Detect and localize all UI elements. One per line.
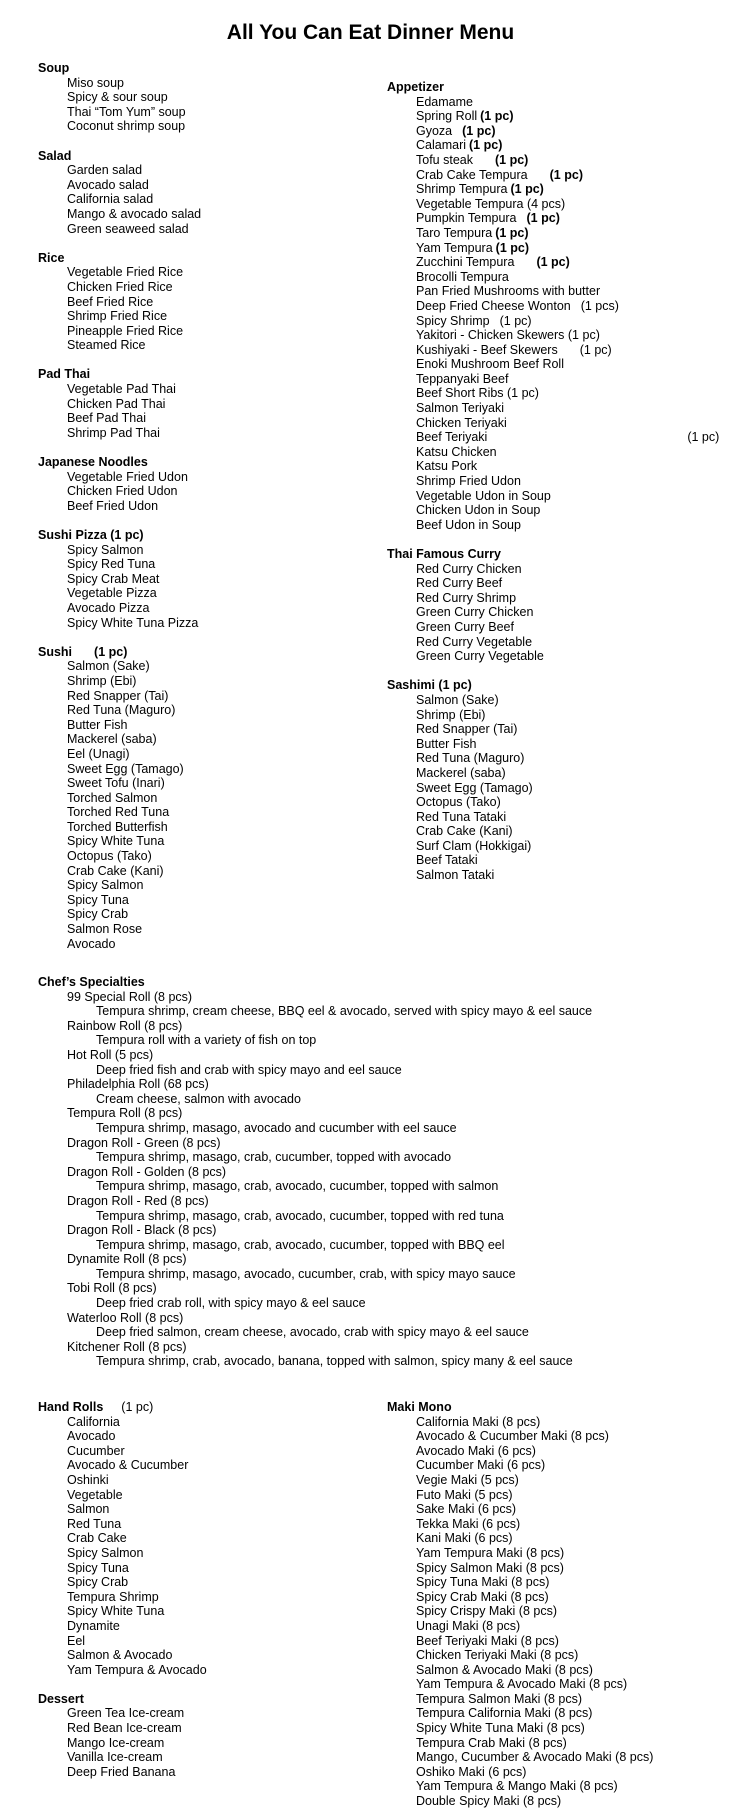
menu-item: Vegetable Fried Rice <box>67 265 184 280</box>
appetizer-heading: Appetizer <box>387 80 444 94</box>
specialty-description: Tempura shrimp, masago, crab, avocado, cucumber, topped with BBQ eel <box>96 1237 505 1252</box>
specialty-name: Rainbow Roll (8 pcs) <box>67 1018 183 1033</box>
menu-item: Teppanyaki Beef <box>416 371 509 386</box>
specialty-name: Hot Roll (5 pcs) <box>67 1047 154 1062</box>
page-title: All You Can Eat Dinner Menu <box>226 21 515 44</box>
specialty-description: Tempura shrimp, crab, avocado, banana, topped with salmon, spicy many & eel sauce <box>96 1354 573 1369</box>
specialty-name: 99 Special Roll (8 pcs) <box>67 989 193 1004</box>
spacer <box>387 532 727 547</box>
specialty-name: Dragon Roll - Green (8 pcs) <box>67 1135 221 1150</box>
spacer <box>38 1677 368 1692</box>
menu-item: Torched Salmon <box>67 790 158 805</box>
menu-item: Spicy Crab Maki (8 pcs) <box>416 1589 549 1604</box>
specialty-description: Tempura shrimp, masago, crab, cucumber, topped with avocado <box>96 1150 452 1165</box>
sushipizza-heading: Sushi Pizza (1 pc) <box>38 528 144 542</box>
specialty-name: Waterloo Roll (8 pcs) <box>67 1310 184 1325</box>
right-column <box>387 80 727 883</box>
item-note: (1 pc) <box>526 211 560 226</box>
menu-item: Crab Cake (Kani) <box>67 863 164 878</box>
menu-item: Miso soup <box>67 75 124 90</box>
menu-item: Octopus (Tako) <box>67 849 152 864</box>
sashimi-section <box>387 664 727 883</box>
menu-item: Red Snapper (Tai) <box>67 688 169 703</box>
padthai-heading: Pad Thai <box>38 367 91 382</box>
specialty-name: Tempura Roll (8 pcs) <box>67 1106 183 1121</box>
noodles-section <box>38 440 368 513</box>
item-note: (1 pc) <box>480 109 514 124</box>
rice-heading: Rice <box>38 250 65 265</box>
handrolls-heading: Hand Rolls (1 pc) <box>38 1400 154 1414</box>
curry-section <box>387 532 727 663</box>
item-note: (1 pc) <box>462 123 496 138</box>
menu-item: Eel (Unagi) <box>67 746 130 761</box>
menu-item: Oshinki <box>67 1472 109 1487</box>
menu-item: Oshiko Maki (6 pcs) <box>416 1764 527 1779</box>
menu-item: Deep Fried Cheese Wonton (1 pcs) <box>416 298 619 313</box>
menu-item: Yam Tempura (1 pc) <box>416 240 529 255</box>
menu-item: Vegetable Tempura (4 pcs) <box>416 196 566 211</box>
spacer <box>38 513 368 528</box>
menu-item: Spicy Tuna <box>67 1560 129 1575</box>
menu-item: Eel <box>67 1633 86 1648</box>
menu-item: Yam Tempura & Avocado Maki (8 pcs) <box>416 1677 628 1692</box>
menu-item: Vegetable Udon in Soup <box>416 488 551 503</box>
menu-item: Beef Fried Rice <box>67 294 154 309</box>
noodles-heading: Japanese Noodles <box>38 455 148 470</box>
menu-item: Vegetable Pizza <box>67 586 157 601</box>
menu-item: Sweet Egg (Tamago) <box>67 761 184 776</box>
menu-item: Avocado & Cucumber Maki (8 pcs) <box>416 1429 609 1444</box>
soup-heading: Soup <box>38 61 70 75</box>
specialty-name: Kitchener Roll (8 pcs) <box>67 1339 187 1354</box>
menu-item: California <box>67 1414 120 1429</box>
specialties-heading: Chef’s Specialties <box>38 975 145 989</box>
bottom-left-column <box>38 1400 368 1779</box>
menu-item: Beef Teriyaki (1 pc) <box>416 430 720 445</box>
menu-item: Beef Tataki <box>416 853 478 868</box>
menu-item: Shrimp (Ebi) <box>67 673 137 688</box>
menu-item: Spicy Tuna Maki (8 pcs) <box>416 1575 550 1590</box>
menu-item: Green seaweed salad <box>67 221 189 236</box>
menu-item: Deep Fried Banana <box>67 1764 176 1779</box>
menu-item: Spicy Crispy Maki (8 pcs) <box>416 1604 557 1619</box>
menu-item: Cucumber <box>67 1443 125 1458</box>
menu-item: Crab Cake (Kani) <box>416 824 513 839</box>
menu-item: Green Tea Ice-cream <box>67 1706 185 1721</box>
menu-item: Salmon Teriyaki <box>416 401 505 416</box>
item-note: (1 pcs) <box>580 298 619 313</box>
menu-item: Yam Tempura & Mango Maki (8 pcs) <box>416 1779 618 1794</box>
menu-item: Pan Fried Mushrooms with butter <box>416 284 601 299</box>
menu-item: Salmon Tataki <box>416 868 495 883</box>
menu-item: Mackerel (saba) <box>67 732 157 747</box>
menu-item: Salmon & Avocado <box>67 1648 173 1663</box>
padthai-section <box>38 353 368 441</box>
item-note: (1 pc) <box>469 138 503 153</box>
menu-item: Salmon (Sake) <box>67 659 150 674</box>
spacer <box>38 440 368 455</box>
salad-heading: Salad <box>38 148 72 163</box>
menu-item: Vegetable Fried Udon <box>67 469 188 484</box>
specialty-description: Tempura shrimp, masago, avocado and cucumber with eel sauce <box>96 1120 457 1135</box>
menu-item: Red Curry Beef <box>416 576 503 591</box>
specialty-name: Dragon Roll - Golden (8 pcs) <box>67 1164 227 1179</box>
menu-item: Spicy Crab <box>67 907 129 922</box>
menu-item: Chicken Teriyaki <box>416 415 507 430</box>
menu-item: Butter Fish <box>67 717 128 732</box>
menu-item: Avocado Pizza <box>67 600 150 615</box>
menu-item: Tempura Crab Maki (8 pcs) <box>416 1735 567 1750</box>
specialty-description: Deep fried fish and crab with spicy mayo and eel sauce <box>96 1062 402 1077</box>
specialty-name: Dragon Roll - Red (8 pcs) <box>67 1193 209 1208</box>
rice-section <box>38 236 368 353</box>
menu-item: Enoki Mushroom Beef Roll <box>416 357 564 372</box>
maki-heading: Maki Mono <box>387 1400 452 1414</box>
menu-item: Futo Maki (5 pcs) <box>416 1487 513 1502</box>
menu-item: Crab Cake <box>67 1531 127 1546</box>
menu-item: Red Curry Chicken <box>416 561 522 576</box>
menu-item: Tempura Shrimp <box>67 1589 159 1604</box>
dessert-heading: Dessert <box>38 1691 84 1706</box>
menu-item: Torched Red Tuna <box>67 805 170 820</box>
item-note: (1 pc) <box>687 430 720 445</box>
menu-item: Calamari (1 pc) <box>416 138 503 153</box>
menu-item: Butter Fish <box>416 736 477 751</box>
menu-item: Thai “Tom Yum” soup <box>67 104 186 119</box>
sushipizza-section <box>38 513 368 630</box>
menu-item: Octopus (Tako) <box>416 795 501 810</box>
menu-item: Sweet Tofu (Inari) <box>67 776 165 791</box>
menu-item: Surf Clam (Hokkigai) <box>416 838 532 853</box>
bottom-right-column <box>387 1400 727 1809</box>
menu-item: Yam Tempura & Avocado <box>67 1662 207 1677</box>
specialty-description: Tempura shrimp, cream cheese, BBQ eel & avocado, served with spicy mayo & eel sauce <box>96 1004 593 1019</box>
item-note: (1 pc) <box>495 225 529 240</box>
specialty-description: Tempura roll with a variety of fish on top <box>96 1033 317 1048</box>
item-note: (1 pc) <box>579 342 612 357</box>
maki-section <box>387 1400 727 1809</box>
menu-item: Gyoza (1 pc) <box>416 123 496 138</box>
menu-item: Shrimp Tempura (1 pc) <box>416 182 544 197</box>
item-note: (1 pc) <box>510 182 544 197</box>
menu-item: Tempura California Maki (8 pcs) <box>416 1706 593 1721</box>
menu-item: Kushiyaki - Beef Skewers (1 pc) <box>416 342 612 357</box>
menu-item: Green Curry Vegetable <box>416 649 544 664</box>
item-note: (1 pc) <box>499 313 532 328</box>
menu-item: California salad <box>67 192 154 207</box>
specialty-description: Tempura shrimp, masago, crab, avocado, cucumber, topped with red tuna <box>96 1208 504 1223</box>
menu-item: Red Tuna (Maguro) <box>416 751 525 766</box>
menu-item: Spicy Salmon <box>67 542 144 557</box>
menu-item: Vegetable Pad Thai <box>67 382 176 397</box>
menu-item: Salmon <box>67 1502 110 1517</box>
handrolls-heading-note: (1 pc) <box>121 1400 154 1414</box>
menu-item: Tekka Maki (6 pcs) <box>416 1516 521 1531</box>
menu-item: Zucchini Tempura (1 pc) <box>416 255 570 270</box>
handrolls-section <box>38 1400 368 1677</box>
menu-item: Spicy Shrimp (1 pc) <box>416 313 532 328</box>
menu-item: Garden salad <box>67 163 143 178</box>
menu-item: Chicken Teriyaki Maki (8 pcs) <box>416 1648 579 1663</box>
menu-item: Cucumber Maki (6 pcs) <box>416 1458 546 1473</box>
item-note: (1 pc) <box>549 167 583 182</box>
menu-item: Mackerel (saba) <box>416 765 506 780</box>
specialty-name: Tobi Roll (8 pcs) <box>67 1281 157 1296</box>
left-column <box>38 61 368 951</box>
menu-item: Mango Ice-cream <box>67 1735 165 1750</box>
menu-item: Green Curry Chicken <box>416 605 534 620</box>
menu-item: Chicken Fried Rice <box>67 279 173 294</box>
menu-item: Avocado Maki (6 pcs) <box>416 1443 536 1458</box>
menu-item: Spicy & sour soup <box>67 90 168 105</box>
menu-item: Spicy White Tuna <box>67 834 165 849</box>
sushi-heading-note: (1 pc) <box>94 644 128 659</box>
menu-item: Sake Maki (6 pcs) <box>416 1502 517 1517</box>
menu-item: Beef Fried Udon <box>67 498 159 513</box>
menu-item: Spicy White Tuna Pizza <box>67 615 199 630</box>
spacer <box>38 353 368 368</box>
menu-item: Unagi Maki (8 pcs) <box>416 1618 521 1633</box>
menu-item: Taro Tempura (1 pc) <box>416 225 529 240</box>
menu-item: Red Curry Vegetable <box>416 634 533 649</box>
menu-item: Kani Maki (6 pcs) <box>416 1531 513 1546</box>
sashimi-heading: Sashimi (1 pc) <box>387 678 472 693</box>
specialty-description: Cream cheese, salmon with avocado <box>96 1091 301 1106</box>
menu-item: Mango, Cucumber & Avocado Maki (8 pcs) <box>416 1750 654 1765</box>
menu-item: Avocado <box>67 1429 116 1444</box>
menu-item: Yam Tempura Maki (8 pcs) <box>416 1545 565 1560</box>
menu-item: Tempura Salmon Maki (8 pcs) <box>416 1691 583 1706</box>
specialty-description: Deep fried crab roll, with spicy mayo & eel sauce <box>96 1296 366 1311</box>
menu-item: California Maki (8 pcs) <box>416 1414 541 1429</box>
menu-item: Spicy Salmon Maki (8 pcs) <box>416 1560 564 1575</box>
spacer <box>38 134 368 149</box>
menu-item: Katsu Chicken <box>416 444 497 459</box>
menu-item: Chicken Pad Thai <box>67 396 166 411</box>
specialty-description: Tempura shrimp, masago, avocado, cucumber, crab, with spicy mayo sauce <box>96 1266 516 1281</box>
specialty-description: Deep fried salmon, cream cheese, avocado, crab with spicy mayo & eel sauce <box>96 1325 529 1340</box>
menu-item: Salmon (Sake) <box>416 692 499 707</box>
menu-item: Avocado salad <box>67 177 149 192</box>
menu-item: Vegie Maki (5 pcs) <box>416 1472 519 1487</box>
menu-item: Red Tuna Tataki <box>416 809 507 824</box>
menu-item: Red Curry Shrimp <box>416 590 517 605</box>
menu-item: Avocado <box>67 936 116 951</box>
menu-item: Salmon Rose <box>67 922 143 937</box>
menu-item: Red Tuna <box>67 1516 122 1531</box>
menu-item: Yakitori - Chicken Skewers (1 pc) <box>416 328 600 343</box>
soup-section <box>38 61 368 134</box>
spacer <box>38 236 368 251</box>
menu-item: Beef Udon in Soup <box>416 517 521 532</box>
menu-item: Spicy Crab <box>67 1575 129 1590</box>
spacer <box>387 664 727 679</box>
sushi-heading: Sushi (1 pc) <box>38 644 128 659</box>
spacer <box>38 630 368 645</box>
menu-item: Spicy Red Tuna <box>67 557 156 572</box>
menu-item: Beef Pad Thai <box>67 411 146 426</box>
menu-item: Spicy White Tuna <box>67 1604 165 1619</box>
menu-item: Sweet Egg (Tamago) <box>416 780 533 795</box>
menu-item: Dynamite <box>67 1618 120 1633</box>
menu-item: Vegetable <box>67 1487 123 1502</box>
menu-item: Beef Teriyaki Maki (8 pcs) <box>416 1633 559 1648</box>
sushi-section <box>38 630 368 951</box>
menu-item: Shrimp Pad Thai <box>67 425 160 440</box>
menu-item: Crab Cake Tempura (1 pc) <box>416 167 583 182</box>
item-note: (1 pc) <box>494 152 529 167</box>
menu-item: Tofu steak (1 pc) <box>416 152 529 167</box>
menu-item: Double Spicy Maki (8 pcs) <box>416 1794 562 1809</box>
menu-item: Spicy White Tuna Maki (8 pcs) <box>416 1721 585 1736</box>
menu-item: Spicy Salmon <box>67 878 144 893</box>
menu-item: Shrimp (Ebi) <box>416 707 486 722</box>
menu-item: Pineapple Fried Rice <box>67 323 184 338</box>
item-note: (1 pc) <box>536 255 570 270</box>
menu-item: Chicken Udon in Soup <box>416 503 541 518</box>
menu-item: Avocado & Cucumber <box>67 1458 189 1473</box>
menu-item: Shrimp Fried Rice <box>67 309 168 324</box>
menu-item: Edamame <box>416 94 473 109</box>
menu-item: Coconut shrimp soup <box>67 119 186 134</box>
chefs-specialties-section <box>38 975 728 1369</box>
menu-item: Spicy Salmon <box>67 1545 144 1560</box>
specialty-name: Philadelphia Roll (68 pcs) <box>67 1077 209 1092</box>
specialty-description: Tempura shrimp, masago, crab, avocado, cucumber, topped with salmon <box>96 1179 499 1194</box>
curry-heading: Thai Famous Curry <box>387 547 501 561</box>
menu-item: Red Bean Ice-cream <box>67 1721 182 1736</box>
menu-item: Chicken Fried Udon <box>67 484 178 499</box>
menu-item: Pumpkin Tempura (1 pc) <box>416 211 560 226</box>
menu-item: Beef Short Ribs (1 pc) <box>416 386 539 401</box>
menu-item: Salmon & Avocado Maki (8 pcs) <box>416 1662 593 1677</box>
menu-item: Torched Butterfish <box>67 819 168 834</box>
menu-item: Steamed Rice <box>67 338 146 353</box>
menu-item: Red Snapper (Tai) <box>416 722 518 737</box>
salad-section <box>38 134 368 236</box>
specialty-name: Dynamite Roll (8 pcs) <box>67 1252 187 1267</box>
menu-item: Shrimp Fried Udon <box>416 474 521 489</box>
menu-item: Spicy Tuna <box>67 892 129 907</box>
menu-item: Spicy Crab Meat <box>67 571 160 586</box>
menu-item: Katsu Pork <box>416 459 478 474</box>
menu-item: Red Tuna (Maguro) <box>67 703 176 718</box>
menu-item: Green Curry Beef <box>416 619 514 634</box>
specialty-name: Dragon Roll - Black (8 pcs) <box>67 1223 217 1238</box>
dessert-section <box>38 1677 368 1779</box>
appetizer-section <box>387 80 727 532</box>
menu-item: Spring Roll (1 pc) <box>416 109 514 124</box>
item-note: (1 pc) <box>495 240 529 255</box>
menu-item: Brocolli Tempura <box>416 269 509 284</box>
menu-item: Mango & avocado salad <box>67 206 202 221</box>
menu-item: Vanilla Ice-cream <box>67 1750 163 1765</box>
